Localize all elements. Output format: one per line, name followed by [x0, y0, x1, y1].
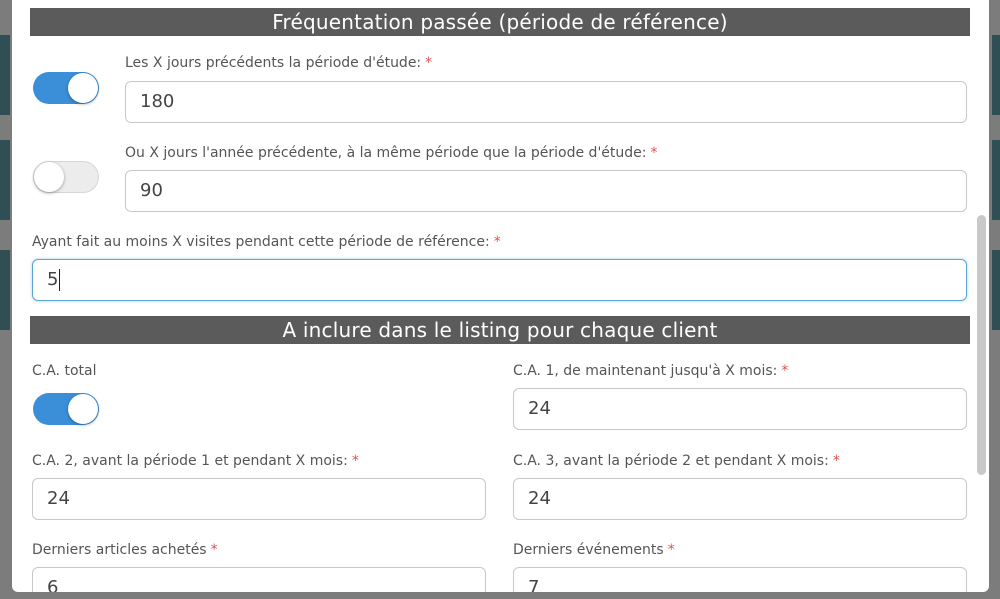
- ca2-label: C.A. 2, avant la période 1 et pendant X mois: *: [32, 453, 359, 469]
- days-before-label: Les X jours précédents la période d'étude: *: [125, 55, 433, 71]
- background-panel: [992, 140, 1000, 220]
- toggle-knob: [68, 73, 98, 103]
- toggle-knob: [34, 162, 64, 192]
- last-events-input[interactable]: 7: [513, 567, 967, 592]
- min-visits-value: 5: [47, 269, 59, 290]
- days-prev-year-input[interactable]: 90: [125, 170, 967, 212]
- last-articles-input[interactable]: 6: [32, 567, 486, 592]
- min-visits-label: Ayant fait au moins X visites pendant cette période de référence: *: [32, 234, 501, 250]
- background-panel: [992, 250, 1000, 330]
- background-panel: [0, 250, 10, 330]
- ca-total-toggle[interactable]: [33, 393, 99, 425]
- ca3-input[interactable]: 24: [513, 478, 967, 520]
- days-before-toggle[interactable]: [33, 72, 99, 104]
- settings-modal: [12, 0, 989, 592]
- background-panel: [0, 35, 10, 115]
- ca2-input[interactable]: 24: [32, 478, 486, 520]
- days-before-input[interactable]: 180: [125, 81, 967, 123]
- section-header-listing: A inclure dans le listing pour chaque client: [30, 316, 970, 344]
- ca1-input[interactable]: 24: [513, 388, 967, 430]
- days-prev-year-label: Ou X jours l'année précédente, à la même période que la période d'étude: *: [125, 145, 658, 161]
- ca-total-label: C.A. total: [32, 363, 97, 379]
- toggle-knob: [68, 394, 98, 424]
- last-events-label: Derniers événements *: [513, 542, 675, 558]
- background-panel: [992, 35, 1000, 115]
- text-caret: [59, 269, 60, 291]
- last-articles-label: Derniers articles achetés *: [32, 542, 218, 558]
- background-panel: [0, 140, 10, 220]
- section-header-reference: Fréquentation passée (période de référence): [30, 8, 970, 36]
- ca3-label: C.A. 3, avant la période 2 et pendant X mois: *: [513, 453, 840, 469]
- scrollbar-thumb[interactable]: [977, 215, 986, 475]
- days-prev-year-toggle[interactable]: [33, 161, 99, 193]
- ca1-label: C.A. 1, de maintenant jusqu'à X mois: *: [513, 363, 789, 379]
- min-visits-input[interactable]: [32, 259, 967, 301]
